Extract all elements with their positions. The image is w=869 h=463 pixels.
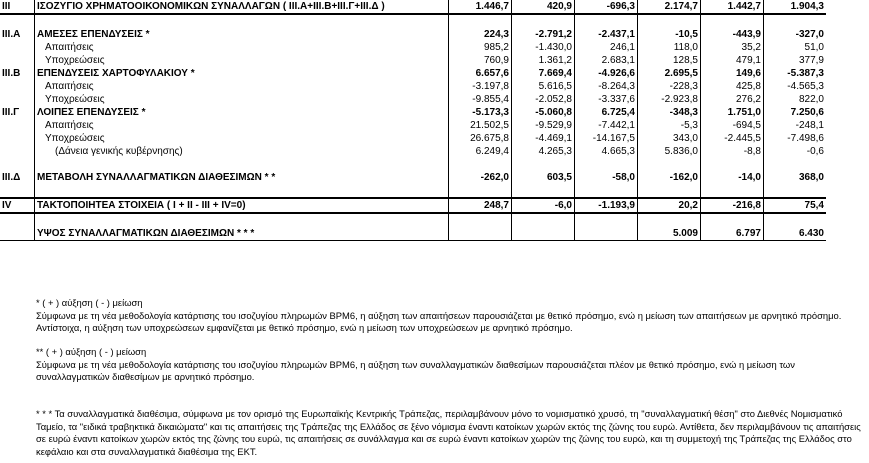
footnote-2-text: Σύμφωνα με τη νέα μεθοδολογία κατάρτισης του ισοζυγίου πληρωμών BPM6, η αύξηση των συναλλαγματικών διαθεσίμων παρουσιάζεται πλέον με θετικό πρόσημο, ενώ η μείωση των συναλλαγματικών διαθεσίμων με αρνητικό πρόσημο. [36,358,795,382]
cell-value: 26.675,8 [449,132,512,145]
row-label: Υποχρεώσεις [35,93,449,106]
row-label: Απαιτήσεις [35,119,449,132]
cell-value: 276,2 [701,93,764,106]
cell-value: 1.442,7 [701,0,764,14]
cell-value: -8,8 [701,145,764,158]
row-label: ΜΕΤΑΒΟΛΗ ΣΥΝΑΛΛΑΓΜΑΤΙΚΩΝ ΔΙΑΘΕΣΙΜΩΝ * * [35,171,449,184]
spacer-row [0,184,826,198]
cell-value: -443,9 [701,28,764,41]
row-code: ΙΙΙ.Β [2,67,21,79]
cell-value: 6.725,4 [575,106,638,119]
footnote-2 [36,346,866,384]
cell-value: -696,3 [575,0,638,14]
row-code [0,54,35,67]
cell-value: -1.193,9 [575,198,638,213]
cell-value: 377,9 [798,54,824,66]
cell-value: 6.797 [701,227,764,241]
cell-value: 51,0 [804,41,824,53]
row-label: Απαιτήσεις [35,41,449,54]
cell-value: 224,3 [449,28,512,41]
cell-value: 75,4 [764,198,827,213]
footnote-1 [36,297,866,335]
balance-of-payments-table [0,0,826,241]
row-label: ΑΜΕΣΕΣ ΕΠΕΝΔΥΣΕΙΣ * [35,28,449,41]
table-row [0,54,826,67]
cell-value: 2.695,5 [638,67,701,80]
table-row [0,171,826,184]
cell-value: -2.052,8 [512,93,575,106]
cell-value: -162,0 [638,171,701,184]
row-label: ΤΑΚΤΟΠΟΙΗΤΕΑ ΣΤΟΙΧΕΙΑ ( I + II - III + IV=0) [35,198,449,213]
footnote-1-head: * ( + ) αύξηση ( - ) μείωση [36,297,143,308]
cell-value: 1.904,3 [764,0,827,14]
cell-value: -5.387,3 [787,67,824,79]
table-row [0,119,826,132]
cell-value: -6,0 [512,198,575,213]
spacer-row [0,14,826,28]
row-code: ΙΙΙ.Γ [2,106,20,118]
cell-value: -694,5 [701,119,764,132]
cell-value: 1.446,7 [449,0,512,14]
cell-value: -216,8 [701,198,764,213]
cell-value: 4.665,3 [575,145,638,158]
footnote-1-text: Σύμφωνα με τη νέα μεθοδολογία κατάρτισης του ισοζυγίου πληρωμών BPM6, η αύξηση των απαιτήσεων παρουσιάζεται με θετικό πρόσημο, ενώ η μείωση των απαιτήσεων με αρνητικό πρόσημο. Αντίστοιχα, η αύξηση των υποχρεώσεων εμφανίζεται με θετικό πρόσημο, ενώ η μείωση των υποχρεώσεων με αρνητικό πρόσημο. [36,309,842,333]
cell-value: 822,0 [798,93,824,105]
row-code [0,227,35,241]
table-row [0,80,826,93]
cell-value: -10,5 [638,28,701,41]
table-row [0,145,826,158]
spacer-row [0,158,826,171]
row-code [0,145,35,158]
cell-value: 21.502,5 [449,119,512,132]
row-code: ΙΙΙ.Δ [2,171,21,183]
cell-value: -5,3 [638,119,701,132]
cell-value: 128,5 [638,54,701,67]
cell-value: -5.173,3 [449,106,512,119]
cell-value: -1.430,0 [512,41,575,54]
row-code [0,132,35,145]
cell-value: 368,0 [798,171,824,183]
cell-value: -228,3 [638,80,701,93]
footnote-3-text: * * * Τα συναλλαγματικά διαθέσιμα, σύμφωνα με τον ορισμό της Ευρωπαϊκής Κεντρικής Τράπεζας, περιλαμβάνουν μόνο το νομισματικό χρυσό, τη "συναλλαγματική θέση" στο Διεθνές Νομισματικό Ταμείο, τα "ειδικά τραβηκτικά δικαιώματα" και τις απαιτήσεις της Τράπεζας της Ελλάδος σε ξένο νόμισμα έναντι κατοίκων χωρών εκτός της ζώνης του ευρώ. Αντίθετα, δεν περιλαμβάνουν τις απαιτήσεις σε ευρώ έναντι κατοίκων χωρών εκτός της ζώνης του ευρώ, τις απαιτήσεις σε συνάλλαγμα και σε ευρώ έναντι κατοίκων χωρών της ζώνης του ευρώ, και τη συμμετοχή της Τράπεζας της Ελλάδος στο κεφάλαιο και στα συναλλαγματικά διαθέσιμα της ΕΚΤ. [36,408,861,457]
row-label: Υποχρεώσεις [35,54,449,67]
cell-value: 603,5 [512,171,575,184]
cell-value: 6.657,6 [449,67,512,80]
cell-value: -7.442,1 [575,119,638,132]
cell-value: -2.923,8 [638,93,701,106]
cell-value: 985,2 [449,41,512,54]
cell-value: 5.009 [638,227,701,241]
row-label: Υποχρεώσεις [35,132,449,145]
cell-value: -4.565,3 [787,80,824,92]
row-label: ΥΨΟΣ ΣΥΝΑΛΛΑΓΜΑΤΙΚΩΝ ΔΙΑΘΕΣΙΜΩΝ * * * [35,227,449,241]
spacer-row [0,213,826,227]
cell-value: -262,0 [449,171,512,184]
row-code [0,93,35,106]
cell-value: 248,7 [449,198,512,213]
cell-value [575,227,638,241]
table-row [0,67,826,80]
cell-value: -9.529,9 [512,119,575,132]
cell-value: 118,0 [638,41,701,54]
cell-value: 149,6 [701,67,764,80]
footnote-3 [36,408,866,458]
table-row [0,227,826,241]
cell-value: -3.197,8 [449,80,512,93]
row-label: Απαιτήσεις [35,80,449,93]
cell-value: -58,0 [575,171,638,184]
cell-value: -248,1 [795,119,824,131]
cell-value: 1.751,0 [701,106,764,119]
row-code [0,80,35,93]
cell-value: 20,2 [638,198,701,213]
cell-value: 2.683,1 [575,54,638,67]
row-code: ΙΙΙ.Α [2,28,21,40]
cell-value: 4.265,3 [512,145,575,158]
cell-value [449,227,512,241]
cell-value: 479,1 [701,54,764,67]
row-code [0,119,35,132]
cell-value: -7.498,6 [787,132,824,144]
cell-value: -2.791,2 [512,28,575,41]
row-label: ΛΟΙΠΕΣ ΕΠΕΝΔΥΣΕΙΣ * [35,106,449,119]
table-row [0,28,826,41]
row-label: ΕΠΕΝΔΥΣΕΙΣ ΧΑΡΤΟΦΥΛΑΚΙΟΥ * [35,67,449,80]
footnote-2-head: ** ( + ) αύξηση ( - ) μείωση [36,346,147,357]
cell-value: -8.264,3 [575,80,638,93]
cell-value: -5.060,8 [512,106,575,119]
cell-value: -4.469,1 [512,132,575,145]
cell-value [512,227,575,241]
row-label: (Δάνεια γενικής κυβέρνησης) [35,145,449,158]
table-row [0,132,826,145]
row-code: III [0,0,35,14]
row-label: ΙΣΟΖΥΓΙΟ ΧΡΗΜΑΤΟΟΙΚΟΝΟΜΙΚΩΝ ΣΥΝΑΛΛΑΓΩΝ ( ΙΙΙ.Α+ΙΙΙ.Β+ΙΙΙ.Γ+ΙΙΙ.Δ ) [35,0,449,14]
cell-value: 5.836,0 [638,145,701,158]
cell-value: 7.250,6 [790,106,824,118]
cell-value: -4.926,6 [575,67,638,80]
cell-value: 760,9 [449,54,512,67]
cell-value: 5.616,5 [512,80,575,93]
cell-value: 246,1 [575,41,638,54]
table-row [0,41,826,54]
cell-value: 2.174,7 [638,0,701,14]
table-row [0,198,826,213]
cell-value: 35,2 [701,41,764,54]
cell-value: -3.337,6 [575,93,638,106]
cell-value: 343,0 [638,132,701,145]
row-code [0,41,35,54]
cell-value: -348,3 [638,106,701,119]
table-row [0,93,826,106]
cell-value: 6.249,4 [449,145,512,158]
table-row [0,0,826,14]
cell-value: 420,9 [512,0,575,14]
cell-value: 1.361,2 [512,54,575,67]
cell-value: -2.445,5 [701,132,764,145]
cell-value: -9.855,4 [449,93,512,106]
cell-value: -2.437,1 [575,28,638,41]
cell-value: -14.167,5 [575,132,638,145]
cell-value: 425,8 [701,80,764,93]
cell-value: -327,0 [795,28,824,40]
cell-value: 6.430 [764,227,827,241]
cell-value: -0,6 [806,145,824,157]
cell-value: 7.669,4 [512,67,575,80]
row-code: IV [0,198,35,213]
table-row [0,106,826,119]
cell-value: -14,0 [701,171,764,184]
